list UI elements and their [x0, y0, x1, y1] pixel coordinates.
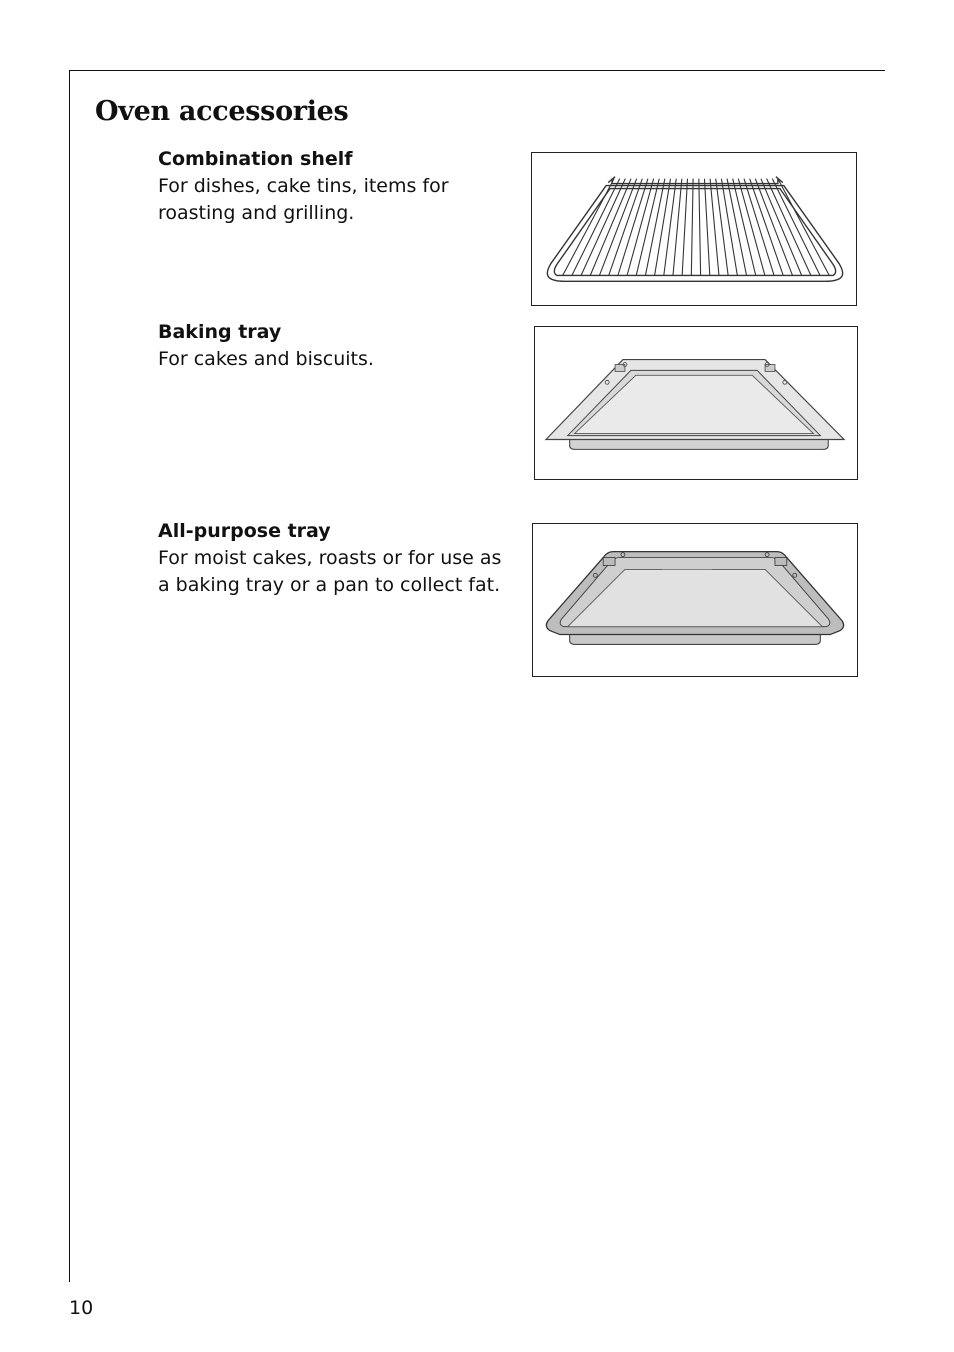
shelf-wire	[721, 179, 737, 276]
page-title: Oven accessories	[95, 96, 349, 127]
wire-shelf-icon	[532, 153, 856, 305]
accessory-name: Baking tray	[158, 321, 282, 343]
margin-rule	[69, 70, 70, 1282]
accessory-name: All-purpose tray	[158, 520, 331, 542]
shelf-wire	[704, 179, 709, 276]
all-purpose-tray-icon	[533, 524, 857, 676]
shelf-wire	[645, 179, 664, 276]
shelf-wire	[691, 179, 693, 276]
accessory-description: For moist cakes, roasts or for use as a baking tray or a pan to collect fat.	[158, 547, 502, 596]
shelf-wire	[778, 179, 829, 276]
accessory-combination-shelf	[158, 146, 518, 227]
baking-tray-illustration	[534, 326, 858, 480]
header-rule	[69, 70, 885, 71]
shelf-wire	[727, 179, 746, 276]
shelf-wire	[636, 179, 659, 276]
combination-shelf-illustration	[531, 152, 857, 306]
shelf-wire	[733, 179, 756, 276]
accessory-all-purpose-tray	[158, 518, 513, 599]
baking-tray-icon	[535, 327, 857, 479]
accessory-description: For dishes, cake tins, items for roasting and grilling.	[158, 175, 449, 224]
shelf-wire	[744, 179, 774, 276]
accessory-description: For cakes and biscuits.	[158, 348, 374, 370]
shelf-wire	[699, 179, 701, 276]
shelf-wire	[581, 179, 625, 276]
shelf-wire	[618, 179, 648, 276]
shelf-wire	[682, 179, 687, 276]
all-purpose-tray-illustration	[532, 523, 858, 677]
accessory-baking-tray	[158, 319, 518, 373]
page-number: 10	[69, 1297, 94, 1319]
accessory-name: Combination shelf	[158, 148, 353, 170]
shelf-wire	[655, 179, 671, 276]
